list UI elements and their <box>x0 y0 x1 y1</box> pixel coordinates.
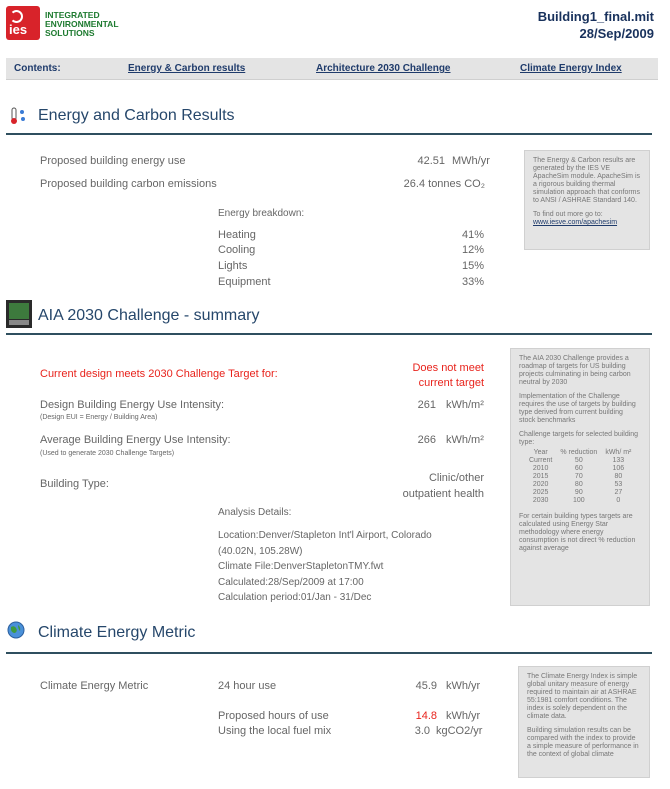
thermometer-icon <box>8 106 28 130</box>
table-row: 2030 100 0 <box>532 497 621 504</box>
table-row: 2010 60 106 <box>532 465 625 472</box>
info-text: Challenge targets for selected building type: <box>519 431 639 446</box>
divider <box>6 652 652 654</box>
avg-eui-sublabel: (Used to generate 2030 Challenge Targets) <box>40 450 175 457</box>
aia-info-box <box>510 348 650 606</box>
table-header: Year <box>533 449 548 456</box>
breakdown-value: 33% <box>461 276 484 288</box>
climate-info-box <box>518 666 650 778</box>
energy-use-label: Proposed building energy use <box>40 155 186 167</box>
contents-label: Contents: <box>14 63 61 74</box>
file-info <box>538 8 654 42</box>
company-name: INTEGRATED ENVIRONMENTAL SOLUTIONS <box>45 10 119 38</box>
energy-section-title: Energy and Carbon Results <box>38 107 235 124</box>
divider <box>6 133 652 135</box>
carbon-value: 26.4 tonnes CO₂ <box>403 178 485 190</box>
carbon-label: Proposed building carbon emissions <box>40 178 217 190</box>
table-row: 2025 90 27 <box>532 489 623 496</box>
proposed-hours-unit: kWh/yr <box>446 710 481 722</box>
fuel-mix-value: 3.0 <box>414 725 430 737</box>
globe-icon <box>6 620 26 645</box>
ies-logo <box>6 6 40 40</box>
targets-table <box>525 449 635 505</box>
energy-use-unit: MWh/yr <box>452 155 490 167</box>
analysis-details <box>218 528 432 606</box>
link-energy-carbon[interactable]: Energy & Carbon results <box>128 63 246 74</box>
avg-eui-value: 266 <box>417 434 436 446</box>
design-eui-unit: kWh/m² <box>446 399 484 411</box>
breakdown-name: Equipment <box>218 276 271 288</box>
climate-file-line: Climate File:DenverStapletonTMY.fwt <box>218 561 384 572</box>
hour-use-label: 24 hour use <box>218 680 277 692</box>
fuel-mix-label: Using the local fuel mix <box>218 725 332 737</box>
aia-2030-logo-icon <box>6 300 32 328</box>
file-name: Building1_final.mit <box>537 9 654 24</box>
breakdown-value: 15% <box>461 260 484 272</box>
table-row: 2020 80 53 <box>532 481 623 488</box>
breakdown-value: 12% <box>461 244 484 256</box>
logo-text: ies <box>9 22 28 37</box>
calculated-line: Calculated:28/Sep/2009 at 17:00 <box>218 576 364 588</box>
hour-use-unit: kWh/yr <box>446 680 481 692</box>
table-header: % reduction <box>560 449 598 456</box>
link-climate-energy-index[interactable]: Climate Energy Index <box>520 63 622 74</box>
contents-bar <box>6 58 658 80</box>
info-text: To find out more go to: <box>533 211 603 218</box>
location-line: Location:Denver/Stapleton Int'l Airport, Colorado <box>218 530 432 541</box>
breakdown-name: Lights <box>218 260 248 272</box>
breakdown-label: Energy breakdown: <box>218 208 305 219</box>
design-eui-value: 261 <box>417 399 436 411</box>
report-date: 28/Sep/2009 <box>579 26 654 41</box>
climate-metric-label: Climate Energy Metric <box>40 680 149 692</box>
aia-section-title: AIA 2030 Challenge - summary <box>38 307 260 324</box>
design-eui-sublabel: (Design EUI = Energy / Building Area) <box>40 414 158 421</box>
table-row: Current 50 133 <box>529 457 625 464</box>
link-architecture-2030[interactable]: Architecture 2030 Challenge <box>316 63 451 74</box>
proposed-hours-value: 14.8 <box>415 710 437 722</box>
energy-info-box <box>524 150 650 250</box>
table-header: kWh/ m² <box>605 449 632 456</box>
breakdown-name: Cooling <box>218 244 256 256</box>
avg-eui-unit: kWh/m² <box>446 434 484 446</box>
info-text: The Energy & Carbon results are generated by the IES VE ApacheSim module. ApacheSim is a rigorous building thermal simulation approach that conforms to ANSI / ASHRAE Standard 140. <box>533 157 640 204</box>
fuel-mix-unit: kgCO2/yr <box>436 725 483 737</box>
meets-target-label: Current design meets 2030 Challenge Target for: <box>40 368 278 380</box>
apachesim-link[interactable]: www.iesve.com/apachesim <box>533 219 618 226</box>
building-type-value: Clinic/other outpatient health <box>402 472 484 500</box>
building-type-label: Building Type: <box>40 478 109 490</box>
analysis-details-label: Analysis Details: <box>218 507 292 518</box>
table-row: 2015 70 80 <box>532 473 623 480</box>
coordinates-line: (40.02N, 105.28W) <box>218 545 303 557</box>
info-text: The Climate Energy Index is simple global unitary measure of energy required to maintain air at ASHRAE 55:1981 comfort conditions. The index is solely dependent on the climate data. <box>527 673 638 720</box>
energy-use-value: 42.51 <box>417 155 445 167</box>
avg-eui-label: Average Building Energy Use Intensity: <box>40 434 231 446</box>
info-text: Implementation of the Challenge requires the use of targets by building type derived from current building stock benchmarks <box>519 393 636 424</box>
breakdown-name: Heating <box>218 229 256 241</box>
info-text: For certain building types targets are calculated using Energy Star methodology where energy consumption is not direct % reduction against average <box>519 513 636 552</box>
meets-target-value: Does not meet current target <box>412 362 484 389</box>
breakdown-value: 41% <box>461 229 484 241</box>
info-text: The AIA 2030 Challenge provides a roadmap of targets for US building projects culminating in being carbon neutral by 2030 <box>519 355 631 386</box>
info-text: Building simulation results can be compared with the index to provide a simple measure of performance in the context of global climate <box>527 727 639 758</box>
divider <box>6 333 652 335</box>
proposed-hours-label: Proposed hours of use <box>218 710 329 722</box>
climate-section-title: Climate Energy Metric <box>38 624 196 641</box>
design-eui-label: Design Building Energy Use Intensity: <box>40 399 225 411</box>
hour-use-value: 45.9 <box>415 680 437 692</box>
calculation-period-line: Calculation period:01/Jan - 31/Dec <box>218 592 372 603</box>
